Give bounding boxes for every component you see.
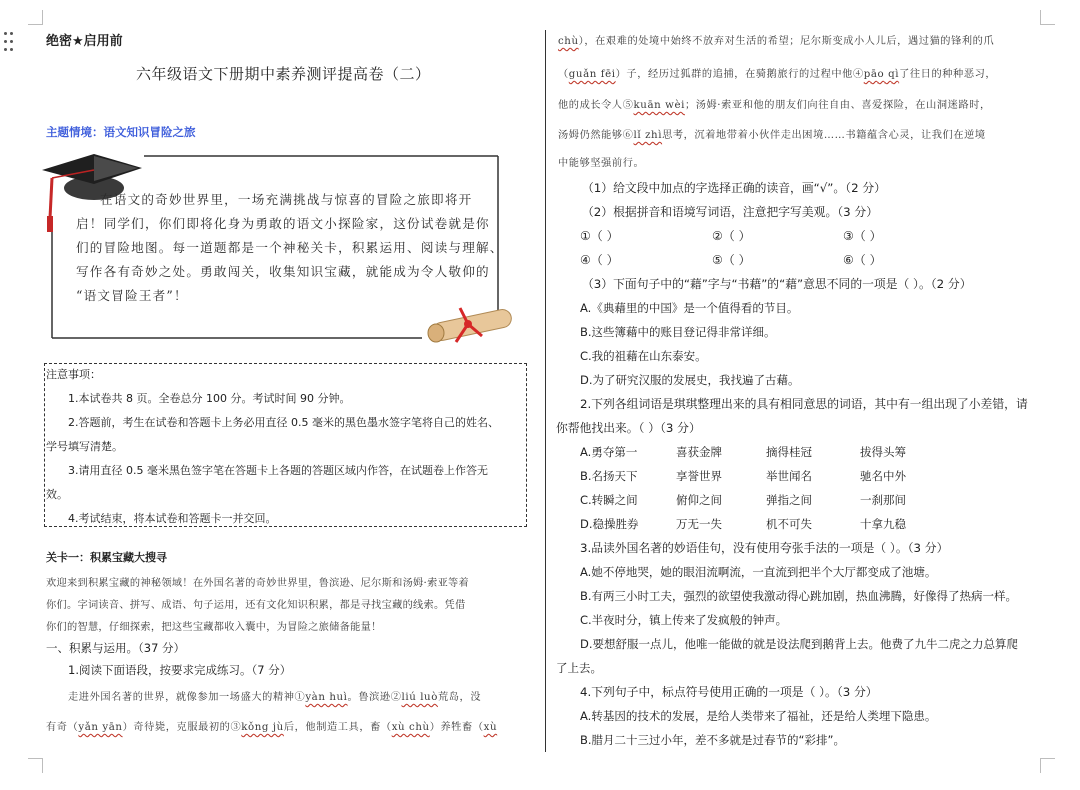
option: A.《典藉里的中国》是一个值得看的节目。: [580, 301, 799, 315]
subquestion: （1）给文段中加点的字选择正确的读音，画“√”。（2 分）: [582, 181, 886, 195]
level1-desc: 你们的智慧，仔细探索，把这些宝藏都收入囊中，为冒险之旅储备能量！: [46, 622, 382, 633]
option: A.转基因的技术的发展，是给人类带来了福祉，还是给人类埋下隐患。: [580, 709, 937, 723]
notice-item: 3.请用直径 0.5 毫米黑色签字笔在答题卡上各题的答题区域内作答，在试题卷上作答无: [68, 464, 488, 477]
option: 了上去。: [556, 661, 602, 675]
word-cell: A.勇夺第一: [580, 445, 638, 459]
theme-label: 主题情境：语文知识冒险之旅: [46, 125, 196, 139]
passage-line: 有奇（yǎn yān）奇待毙，克服最初的③kǒng jù后，他制造工具，畜（xù chù）养牲畜（xù: [46, 722, 498, 733]
option: D.为了研究汉服的发展史，我找遍了古藉。: [580, 373, 800, 387]
intro-line: “语文冒险王者”！: [76, 288, 188, 303]
word-cell: 俯仰之间: [676, 493, 722, 507]
word-cell: 弹指之间: [766, 493, 812, 507]
section-heading: 一、积累与运用。（37 分）: [46, 641, 186, 655]
word-cell: 喜获金牌: [676, 445, 722, 459]
subquestion: （2）根据拼音和语境写词语，注意把字写美观。（3 分）: [582, 205, 878, 219]
notice-item: 1.本试卷共 8 页。全卷总分 100 分。考试时间 90 分钟。: [68, 392, 351, 405]
option: B.有两三小时工夫，强烈的欲望使我激动得心跳加剧，热血沸腾，好像得了热病一样。: [580, 589, 1018, 603]
intro-line: 启！同学们，你们即将化身为勇敢的语文小探险家，这份试卷就是你: [76, 216, 490, 231]
option: C.半夜时分，镇上传来了发疯般的钟声。: [580, 613, 788, 627]
word-cell: 摘得桂冠: [766, 445, 812, 459]
level1-desc: 欢迎来到积累宝藏的神秘领域！在外国名著的奇妙世界里，鲁滨逊、尼尔斯和汤姆·索亚等着: [46, 578, 470, 589]
word-cell: 享誉世界: [676, 469, 722, 483]
level1-desc: 你们。字词读音、拼写、成语、句子运用，还有文化知识积累，都是寻找宝藏的线索。凭借: [46, 600, 466, 611]
answer-blank[interactable]: ⑥（ ）: [843, 253, 882, 267]
word-cell: 举世闻名: [766, 469, 812, 483]
answer-blank[interactable]: ①（ ）: [580, 229, 619, 243]
answer-blank[interactable]: ②（ ）: [712, 229, 751, 243]
passage-line: （guǎn fēi）子，经历过狐群的追捕，在骑鹅旅行的过程中他④pāo qì了往日的种种恶习，: [558, 69, 997, 80]
word-cell: 拔得头筹: [860, 445, 906, 459]
passage-line: 走进外国名著的世界，就像参加一场盛大的精神①yàn huì。鲁滨逊②liú luò荒岛，没: [68, 692, 482, 703]
right-column: [556, 30, 1040, 760]
word-cell: 一刹那间: [860, 493, 906, 507]
crop-mark-top-left: [28, 10, 43, 25]
word-cell: B.名扬天下: [580, 469, 638, 483]
secret-label: 绝密★启用前: [46, 34, 123, 49]
drag-handle-icon[interactable]: [4, 32, 16, 54]
notice-item: 2.答题前，考生在试卷和答题卡上务必用直径 0.5 毫米的黑色墨水签字笔将自己的姓名、: [68, 416, 499, 429]
notice-item: 4.考试结束，将本试卷和答题卡一并交回。: [68, 512, 277, 525]
word-cell: 十拿九稳: [860, 517, 906, 531]
word-cell: 驰名中外: [860, 469, 906, 483]
word-cell: D.稳操胜券: [580, 517, 639, 531]
column-divider: [545, 30, 546, 752]
option: A.她不停地哭，她的眼泪流啊流，一直流到把半个大厅都变成了池塘。: [580, 565, 937, 579]
option: B.腊月二十三过小年，差不多就是过春节的“彩排”。: [580, 733, 845, 747]
passage-line: 汤姆仍然能够⑥lǐ zhì思考，沉着地带着小伙伴走出困境……书籍蕴含心灵，让我们在逆境: [558, 130, 986, 141]
notice-item: 学号填写清楚。: [46, 440, 123, 453]
intro-line: 写作各有奇妙之处。勇敢闯关，收集知识宝藏，就能成为令人敬仰的: [76, 264, 490, 279]
answer-blank[interactable]: ⑤（ ）: [712, 253, 751, 267]
option: B.这些簿藉中的账目登记得非常详细。: [580, 325, 776, 339]
crop-mark-top-right: [1040, 10, 1055, 25]
intro-line: 在语文的奇妙世界里，一场充满挑战与惊喜的冒险之旅即将开: [100, 192, 473, 207]
subquestion: （3）下面句子中的“藉”字与“书藉”的“藉”意思不同的一项是（ ）。（2 分）: [582, 277, 972, 291]
word-cell: 机不可失: [766, 517, 812, 531]
word-cell: C.转瞬之间: [580, 493, 638, 507]
level1-title: 关卡一：积累宝藏大搜寻: [46, 551, 167, 564]
question-4-stem: 4.下列句子中，标点符号使用正确的一项是（ ）。（3 分）: [580, 685, 878, 699]
diploma-scroll-icon: [422, 302, 518, 350]
question-2-stem: 2.下列各组词语是琪琪整理出来的具有相同意思的词语，其中有一组出现了小差错，请: [580, 397, 1028, 411]
answer-blank[interactable]: ③（ ）: [843, 229, 882, 243]
crop-mark-bottom-left: [28, 758, 43, 773]
question-2-stem: 你帮他找出来。（ ）（3 分）: [556, 421, 701, 435]
answer-blank[interactable]: ④（ ）: [580, 253, 619, 267]
passage-line: chù），在艰难的处境中始终不放弃对生活的希望；尼尔斯变成小人儿后，遇过猫的锋利的爪: [558, 36, 995, 47]
option: C.我的祖藉在山东泰安。: [580, 349, 707, 363]
word-cell: 万无一失: [676, 517, 722, 531]
intro-line: 们的冒险地图。每一道题都是一个神秘关卡，积累运用、阅读与理解、: [76, 240, 504, 255]
crop-mark-bottom-right: [1040, 758, 1055, 773]
question-1-stem: 1.阅读下面语段，按要求完成练习。（7 分）: [68, 663, 292, 677]
passage-line: 他的成长令人⑤kuān wèi；汤姆·索亚和他的朋友们向往自由、喜爱探险，在山洞迷路时，: [558, 100, 991, 111]
option: D.要想舒服一点儿，他唯一能做的就是设法爬到鹅背上去。他费了九牛二虎之力总算爬: [580, 637, 1019, 651]
passage-line: 中能够坚强前行。: [558, 158, 645, 169]
question-3-stem: 3.品读外国名著的妙语佳句，没有使用夸张手法的一项是（ ）。（3 分）: [580, 541, 949, 555]
page-title: 六年级语文下册期中素养测评提高卷（二）: [136, 65, 431, 83]
notice-item: 效。: [46, 488, 68, 501]
notice-heading: 注意事项：: [46, 368, 101, 381]
left-column: [44, 30, 530, 760]
